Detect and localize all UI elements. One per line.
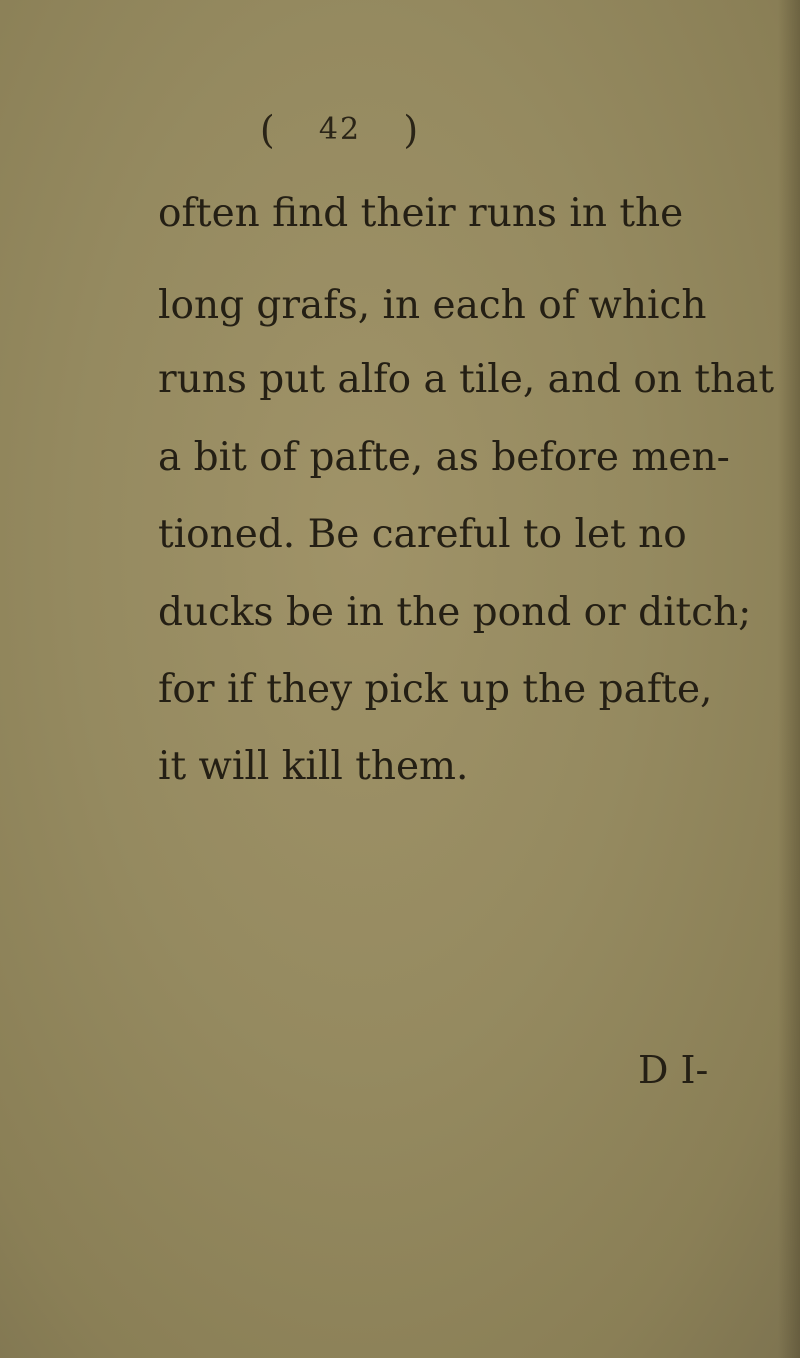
text-line-4: a bit of pafte, as before men- xyxy=(158,435,730,480)
text-line-6: ducks be in the pond or ditch; xyxy=(158,590,752,635)
header-close-paren: ) xyxy=(403,108,421,152)
text-line-3: runs put alfo a tile, and on that xyxy=(158,357,775,402)
text-line-1: often find their runs in the xyxy=(158,191,684,236)
text-line-2: long grafs, in each of which xyxy=(158,283,707,328)
header-open-paren: ( xyxy=(259,108,277,152)
page-header xyxy=(0,108,680,152)
text-line-5: tioned. Be careful to let no xyxy=(158,512,687,557)
text-line-8: it will kill them. xyxy=(158,744,469,789)
text-line-7: for if they pick up the pafte, xyxy=(158,667,713,712)
catchword: D I- xyxy=(638,1048,709,1092)
page-edge-shadow xyxy=(778,0,800,1358)
page-number: 42 xyxy=(318,112,362,147)
